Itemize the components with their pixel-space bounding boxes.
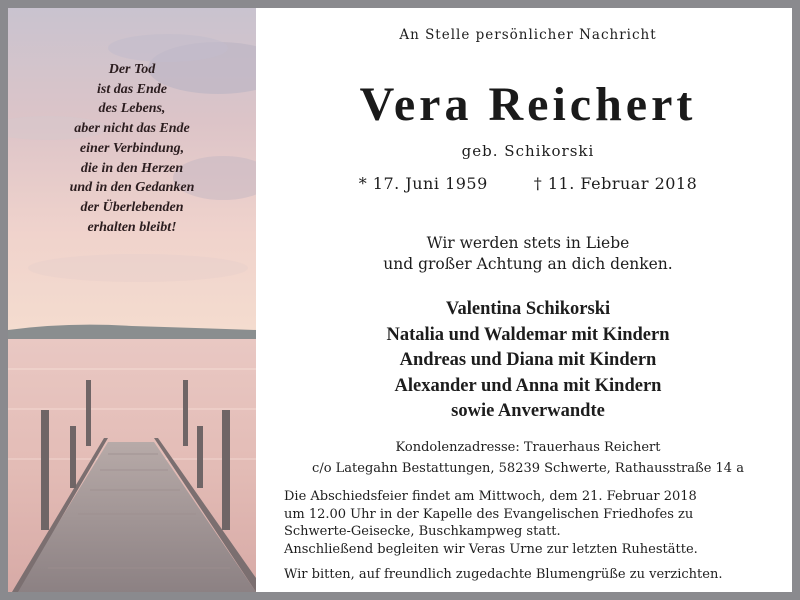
poem-line: aber nicht das Ende: [74, 121, 190, 137]
poem-line: die in den Herzen: [80, 160, 184, 176]
mourner: Andreas und Diana mit Kindern: [399, 350, 657, 370]
mourner: Valentina Schikorski: [445, 299, 611, 319]
poem: [42, 60, 222, 237]
mourner: Alexander und Anna mit Kindern: [394, 375, 662, 396]
condolence-line: c/o Lategahn Bestattungen, 58239 Schwerte, Rathausstraße 14 a: [312, 461, 744, 476]
ceremony-info: [284, 488, 784, 558]
ceremony-line: Anschließend begleiten wir Veras Urne zur letzten Ruhestätte.: [284, 541, 698, 557]
death-date: † 11. Februar 2018: [533, 174, 698, 193]
ceremony-line: Die Abschiedsfeier findet am Mittwoch, dem 21. Februar 2018: [284, 489, 697, 504]
poem-line: erhalten bleibt!: [87, 219, 177, 235]
poem-line: der Überlebenden: [80, 199, 184, 215]
birth-date: * 17. Juni 1959: [358, 174, 488, 193]
ceremony-line: Schwerte-Geisecke, Buschkampweg statt.: [284, 524, 561, 540]
mourner: sowie Anverwandte: [451, 401, 605, 421]
lake-pier-photo: [8, 8, 256, 592]
deceased-name: Vera Reichert: [359, 78, 697, 131]
maiden-name: geb. Schikorski: [461, 142, 595, 160]
poem-line: Der Tod: [108, 62, 156, 77]
poem-line: und in den Gedanken: [69, 180, 195, 196]
poem-line: ist das Ende: [96, 81, 167, 97]
mourners-list: [270, 297, 786, 425]
flowers-note: Wir bitten, auf freundlich zugedachte Blumengrüße zu verzichten.: [284, 567, 723, 582]
farewell-line: Wir werden stets in Liebe: [426, 234, 630, 252]
mourner: Natalia und Waldemar mit Kindern: [386, 324, 670, 345]
poem-line: des Lebens,: [98, 101, 166, 117]
obituary-card: [8, 8, 792, 592]
farewell-line: und großer Achtung an dich denken.: [383, 255, 673, 273]
obituary-text: [270, 8, 786, 592]
ceremony-line: um 12.00 Uhr in der Kapelle des Evangelischen Friedhofes zu: [284, 506, 694, 522]
poem-line: einer Verbindung,: [79, 140, 185, 156]
condolence-address: [270, 437, 786, 479]
life-dates: [270, 174, 786, 193]
farewell-message: [270, 233, 786, 275]
header-note: An Stelle persönlicher Nachricht: [399, 27, 657, 43]
condolence-line: Kondolenzadresse: Trauerhaus Reichert: [395, 440, 661, 455]
